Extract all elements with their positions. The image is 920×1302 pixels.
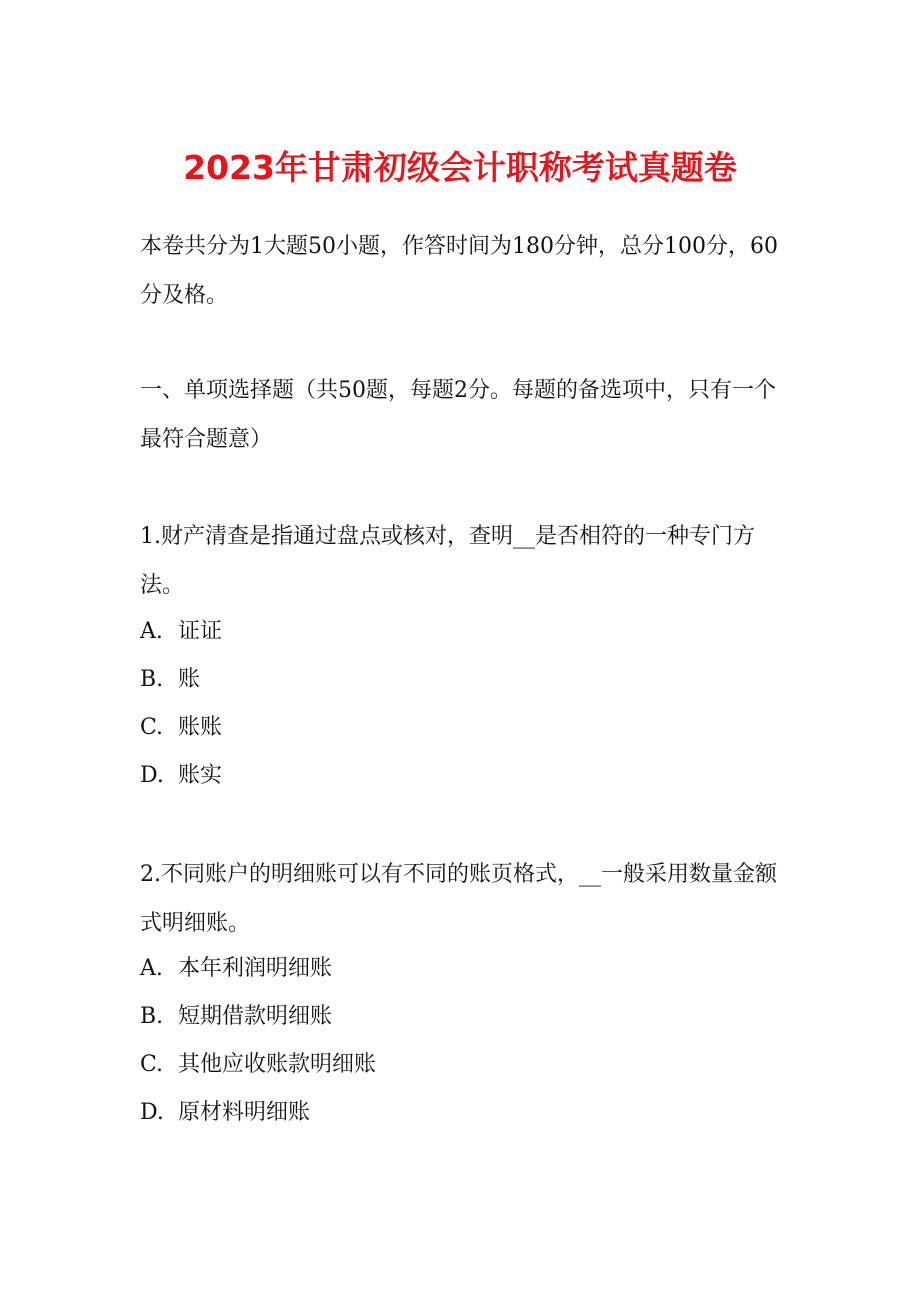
- option-text: 原材料明细账: [178, 1100, 311, 1125]
- question-2-option-d: [140, 1089, 790, 1137]
- question-2-option-a: [140, 945, 790, 993]
- option-text: 账实: [178, 763, 223, 788]
- option-text: 本年利润明细账: [178, 956, 333, 981]
- question-1-option-b: [140, 656, 790, 704]
- question-1-option-d: [140, 752, 790, 800]
- option-letter: D.: [140, 1100, 164, 1125]
- option-text: 短期借款明细账: [178, 1004, 333, 1029]
- option-text: 证证: [178, 619, 223, 644]
- option-letter: A.: [140, 956, 163, 981]
- question-2-option-c: [140, 1041, 790, 1089]
- question-1-text: 1.财产清查是指通过盘点或核对，查明__是否相符的一种专门方法。: [140, 524, 755, 598]
- option-text: 其他应收账款明细账: [178, 1052, 377, 1077]
- option-letter: D.: [140, 763, 164, 788]
- option-letter: B.: [140, 1004, 164, 1029]
- question-2-option-b: [140, 993, 790, 1041]
- question-1-option-c: [140, 704, 790, 752]
- option-text: 账账: [178, 715, 223, 740]
- exam-intro: 本卷共分为1大题50小题，作答时间为180分钟，总分100分，60分及格。: [140, 234, 778, 308]
- option-letter: C.: [140, 1052, 164, 1077]
- question-1-options: [140, 608, 790, 800]
- question-1-option-a: [140, 608, 790, 656]
- document-title: 2023年甘肃初级会计职称考试真题卷: [183, 148, 737, 187]
- section-heading: 一、单项选择题（共50题，每题2分。每题的备选项中，只有一个最符合题意）: [140, 378, 776, 452]
- question-2-text: 2.不同账户的明细账可以有不同的账页格式，__一般采用数量金额式明细账。: [140, 862, 777, 936]
- option-letter: C.: [140, 715, 164, 740]
- option-letter: A.: [140, 619, 163, 644]
- option-letter: B.: [140, 667, 164, 692]
- question-2-options: [140, 945, 790, 1137]
- option-text: 账: [178, 667, 201, 692]
